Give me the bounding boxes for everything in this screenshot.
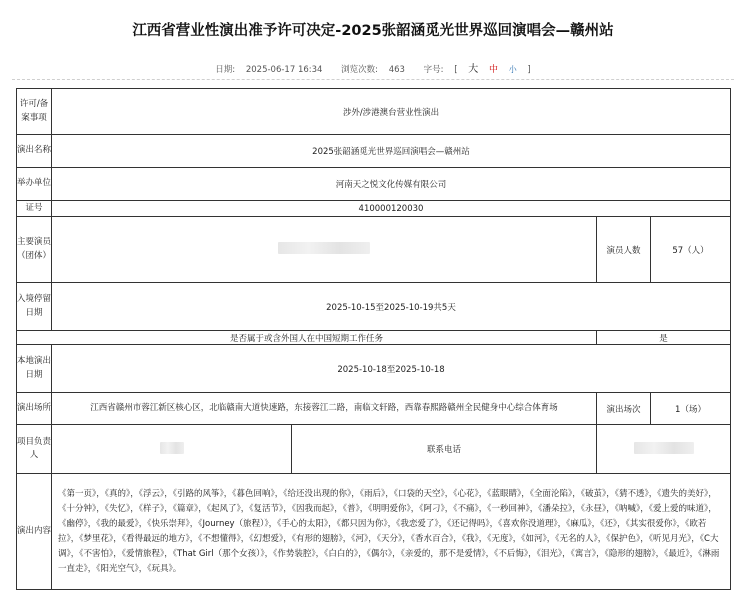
row-local-dates [17, 345, 731, 393]
license-table [16, 88, 731, 590]
article-meta [0, 60, 746, 75]
performers-label: 主要演员（团体） [17, 217, 52, 283]
content-label: 演出内容 [17, 474, 52, 590]
row-show-name [17, 135, 731, 168]
date-label: 日期: [215, 65, 236, 75]
entry-value: 2025-10-15至2025-10-19共5天 [52, 283, 731, 331]
venue-value: 江西省赣州市蓉江新区核心区，北临赣南大道快速路，东接蓉江二路，南临文轩路，西靠春熙路赣州全民健身中心综合体育场 [52, 393, 597, 425]
font-size-control [420, 65, 535, 75]
bracket-open: [ [454, 65, 458, 75]
page-title: 江西省营业性演出准予许可决定-2025张韶涵觅光世界巡回演唱会—赣州站 [132, 23, 614, 39]
row-license [17, 89, 731, 135]
divider [12, 79, 734, 80]
organizer-value: 河南天之悦文化传媒有限公司 [52, 168, 731, 201]
performer-count-label: 演员人数 [597, 217, 651, 283]
views-count: 463 [388, 65, 405, 75]
date-value: 2025-06-17 16:34 [245, 65, 323, 75]
content-value: 《第一页》，《真的》，《浮云》，《引路的风筝》，《暮色回响》，《给还没出现的你》，《雨后》，《口袋的天空》，《心花》，《蓝眼睛》，《全面沦陷》，《破茧》，《猜不透》，《遗失的美好》，《十分钟》，《失忆》，《样子》，《篇章》，《起风了》，《复活节》，《因我而起》，《普》，《明明爱你》，《阿刁》，《不痛》，《一秒回神》，《潘朵拉》，《永昼》，《呐喊》，《爱上爱的味道》，《幽停》，《我的最爱》，《快乐崇拜》，《Journey（旅程）》，《手心的太阳》，《都只因为你》，《我恋爱了》，《还记得吗》，《喜欢你没道理》，《麻瓜》，《还》，《其实很爱你》，《欧若拉》，《梦里花》，《看得最远的地方》，《不想懂得》，《幻想爱》，《有形的翅膀》，《河》，《天分》，《香水百合》，《我》，《无度》，《如河》，《无名的人》，《保护色》，《听见月光》，《C大调》，《不害怕》，《爱情旅程》，《That Girl（那个女孩）》，《作势装腔》，《白白的》，《偶尔》，《亲爱的，那不是爱情》，《不后悔》，《泪光》，《寓言》，《隐形的翅膀》，《最近》，《淋雨一直走》，《阳光空气》，《玩具》。 [52, 474, 731, 590]
organizer-label: 举办单位 [17, 168, 52, 201]
license-label: 许可/备案事项 [17, 89, 52, 135]
phone-label: 联系电话 [292, 425, 597, 474]
manager-value-redacted [52, 425, 292, 474]
redacted-block [278, 242, 370, 254]
row-manager [17, 425, 731, 474]
cert-value: 410000120030 [52, 201, 731, 217]
license-value: 涉外/涉港澳台营业性演出 [52, 89, 731, 135]
redacted-block [160, 442, 184, 454]
cert-label: 证号 [17, 201, 52, 217]
date-info [211, 65, 326, 75]
row-foreign-work [17, 331, 731, 345]
font-size-large-link[interactable]: 大 [468, 64, 479, 75]
show-name-label: 演出名称 [17, 135, 52, 168]
local-dates-value: 2025-10-18至2025-10-18 [52, 345, 731, 393]
performer-count-value: 57（人） [651, 217, 731, 283]
row-venue [17, 393, 731, 425]
row-content [17, 474, 731, 590]
local-dates-label: 本地演出日期 [17, 345, 52, 393]
row-entry [17, 283, 731, 331]
foreign-work-answer: 是 [597, 331, 731, 345]
show-name-value: 2025张韶涵觅光世界巡回演唱会—赣州站 [52, 135, 731, 168]
bracket-close: ] [527, 65, 531, 75]
row-performers [17, 217, 731, 283]
font-size-label: 字号: [423, 65, 444, 75]
entry-label: 入境停留日期 [17, 283, 52, 331]
performers-value-redacted [52, 217, 597, 283]
foreign-work-question: 是否属于或含外国人在中国短期工作任务 [17, 331, 597, 345]
row-organizer [17, 168, 731, 201]
phone-value-redacted [597, 425, 731, 474]
manager-label: 项目负责人 [17, 425, 52, 474]
sessions-value: 1（场） [651, 393, 731, 425]
views-info [337, 65, 409, 75]
sessions-label: 演出场次 [597, 393, 651, 425]
font-size-small-link[interactable]: 小 [508, 65, 517, 74]
venue-label: 演出场所 [17, 393, 52, 425]
font-size-medium-link[interactable]: 中 [488, 65, 498, 75]
redacted-block [634, 442, 694, 454]
row-cert [17, 201, 731, 217]
views-label: 浏览次数: [341, 65, 379, 75]
